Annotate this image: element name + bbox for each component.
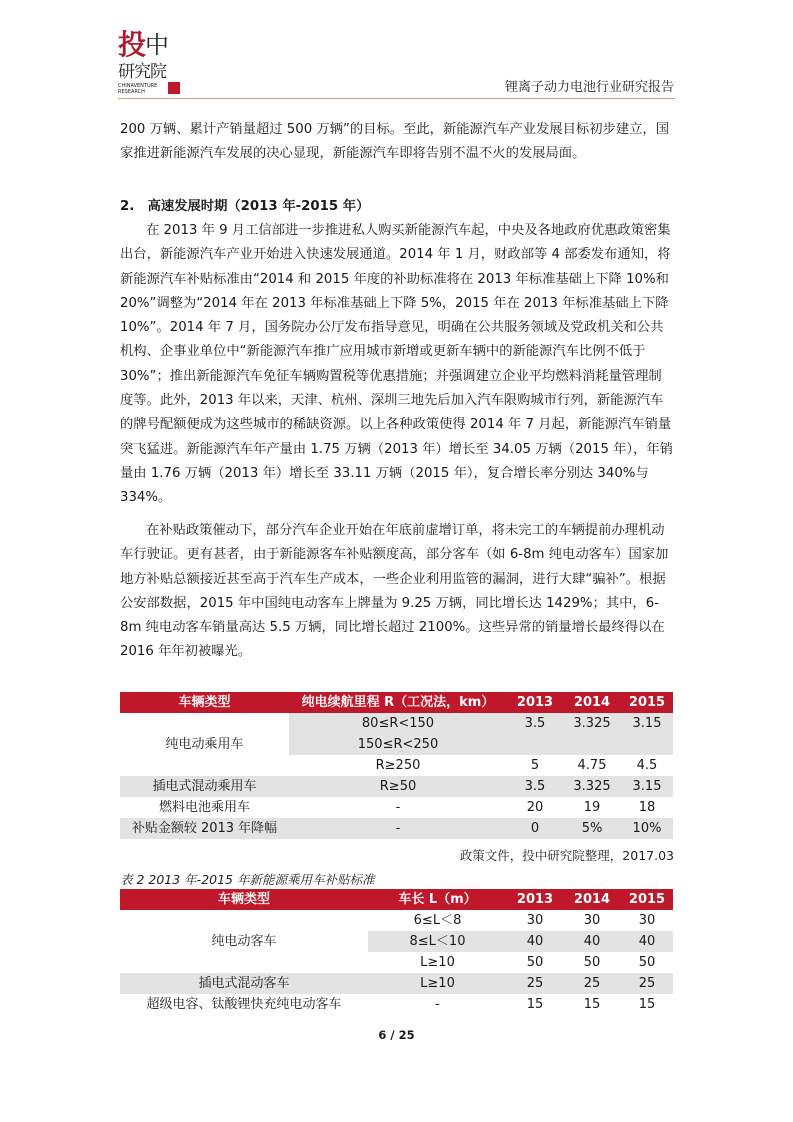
range-cell: 150≤R<250 xyxy=(289,734,507,755)
section-heading: 2. 高速发展时期（2013 年-2015 年） xyxy=(120,199,370,214)
range-cell: R≥50 xyxy=(379,779,417,794)
value-cell: 4.5 xyxy=(636,758,658,773)
header-2014: 2014 xyxy=(563,889,621,910)
value-cell xyxy=(621,734,673,755)
value-cell: 20 xyxy=(526,800,544,815)
value-cell: 25 xyxy=(583,976,601,991)
header-2013: 2013 xyxy=(507,692,563,713)
range-cell: 6≤L＜8 xyxy=(413,913,462,928)
value-cell: 19 xyxy=(583,800,601,815)
table-row xyxy=(120,713,673,734)
logo-red-square xyxy=(168,82,180,94)
value-cell: 25 xyxy=(638,976,656,991)
vehicle-type-cell: 超级电容、钛酸锂快充纯电动客车 xyxy=(146,997,342,1012)
header-vehicle-type: 车辆类型 xyxy=(120,889,368,910)
vehicle-type-cell: 插电式混动客车 xyxy=(198,976,290,991)
range-cell: - xyxy=(395,821,401,836)
report-title: 锂离子动力电池行业研究报告 xyxy=(504,80,674,95)
table-row xyxy=(120,994,673,1015)
value-cell: 50 xyxy=(526,955,544,970)
value-cell: 40 xyxy=(526,934,544,949)
section-paragraph-2: 在补贴政策催动下，部分汽车企业开始在年底前虚增订单，将未完工的车辆提前办理机动车行驶证。更有甚者，由于新能源客车补贴额度高，部分客车（如 6-8m 纯电动客车）国家加地方补贴总额接近甚至高于汽车生产成本，一些企业利用监管的漏洞，进行大肆“骗补”。根据公安部数据，2015 年中国纯电动客车上牌量为 9.25 万辆，同比增长达 1429%；其中，6-8m 纯电动客车销量高达 5.5 万辆，同比增长超过 2100%。这些异常的销量增长最终得以在 2016 年年初被曝光。 xyxy=(120,523,669,660)
value-cell: 18 xyxy=(638,800,656,815)
value-cell: 5 xyxy=(530,758,540,773)
header-2013: 2013 xyxy=(507,889,563,910)
value-cell: 3.5 xyxy=(524,779,546,794)
value-cell: 3.325 xyxy=(563,713,621,734)
logo-char-tou: 投 xyxy=(118,28,147,61)
table-row xyxy=(120,776,673,797)
table-source-note: 政策文件，投中研究院整理，2017.03 xyxy=(459,848,674,863)
chinaventure-research-logo xyxy=(118,30,180,96)
value-cell: 30 xyxy=(526,913,544,928)
value-cell: 30 xyxy=(583,913,601,928)
page-number: 6 / 25 xyxy=(378,1028,415,1042)
value-cell xyxy=(563,734,621,755)
range-cell: L≥10 xyxy=(420,955,455,970)
value-cell: 40 xyxy=(638,934,656,949)
value-cell: 3.325 xyxy=(573,779,611,794)
logo-char-zhong: 中 xyxy=(145,31,169,59)
table-row xyxy=(120,797,673,818)
header-2015: 2015 xyxy=(621,889,673,910)
vehicle-type-cell: 补贴金额较 2013 年降幅 xyxy=(131,821,278,836)
range-cell: 80≤R<150 xyxy=(289,713,507,734)
table-header-row xyxy=(120,692,673,713)
value-cell: 0 xyxy=(530,821,540,836)
subsidy-table-passenger xyxy=(120,692,673,839)
value-cell: 25 xyxy=(526,976,544,991)
value-cell: 40 xyxy=(583,934,601,949)
table-row xyxy=(120,818,673,839)
vehicle-type-cell: 纯电动乘用车 xyxy=(165,737,244,752)
header-2015: 2015 xyxy=(621,692,673,713)
value-cell: 3.15 xyxy=(632,779,662,794)
value-cell: 15 xyxy=(583,997,601,1012)
header-length: 车长 L（m） xyxy=(368,889,507,910)
table-caption: 表 2 2013 年-2015 年新能源乘用车补贴标准 xyxy=(120,872,375,887)
logo-research-institute: 研究院 xyxy=(118,62,166,82)
header-range: 纯电续航里程 R（工况法，km） xyxy=(289,692,507,713)
table-row xyxy=(120,910,673,931)
value-cell: 3.5 xyxy=(507,713,563,734)
vehicle-type-cell: 燃料电池乘用车 xyxy=(158,800,250,815)
range-cell: - xyxy=(435,997,440,1012)
value-cell: 50 xyxy=(583,955,601,970)
table-header-row xyxy=(120,889,673,910)
value-cell: 15 xyxy=(638,997,656,1012)
value-cell: 10% xyxy=(632,821,662,836)
value-cell: 30 xyxy=(638,913,656,928)
table-row xyxy=(120,973,673,994)
section-paragraph-1: 在 2013 年 9 月工信部进一步推进私人购买新能源汽车起，中央及各地政府优惠政策密集出台，新能源汽车产业开始进入快速发展通道。2014 年 1 月，财政部等 4 部委发布通知，将新能源汽车补贴标准由“2014 和 2015 年度的补助标准将在 2013 年标准基础上下降 10%和 20%”调整为“2014 年在 2013 年标准基础上下降 5%，2015 年在 2013 年标准基础上下降 10%”。2014 年 7 月，国务院办公厅发布指导意见，明确在公共服务领域及党政机关和公共机构、企事业单位中“新能源汽车推广应用城市新增或更新车辆中的新能源汽车比例不低于 30%”；推出新能源汽车免征车辆购置税等优惠措施；并强调建立企业平均燃料消耗量管理制度等。此外，2013 年以来，天津、杭州、深圳三地先后加入汽车限购城市行列，新能源汽车的牌号配额便成为这些城市的稀缺资源。以上各种政策使得 2014 年 7 月起，新能源汽车销量突飞猛进。新能源汽车年产量由 1.75 万辆（2013 年）增长至 34.05 万辆（2015 年），年销量由 1.76 万辆（2013 年）增长至 33.11 万辆（2015 年），复合增长率分别达 340%与 334%。 xyxy=(120,223,673,506)
value-cell: 4.75 xyxy=(577,758,607,773)
value-cell: 3.15 xyxy=(621,713,673,734)
value-cell xyxy=(507,734,563,755)
value-cell: 15 xyxy=(526,997,544,1012)
range-cell: 8≤L＜10 xyxy=(409,934,466,949)
intro-paragraph: 200 万辆、累计产销量超过 500 万辆”的目标。至此，新能源汽车产业发展目标初步建立，国家推进新能源汽车发展的决心显现，新能源汽车即将告别不温不火的发展局面。 xyxy=(120,122,670,162)
subsidy-table-bus xyxy=(120,889,673,1015)
vehicle-type-cell: 插电式混动乘用车 xyxy=(152,779,257,794)
header-2014: 2014 xyxy=(563,692,621,713)
range-cell: L≥10 xyxy=(420,976,455,991)
range-cell: R≥250 xyxy=(375,758,421,773)
value-cell: 50 xyxy=(638,955,656,970)
vehicle-type-cell: 纯电动客车 xyxy=(211,934,277,949)
header-divider xyxy=(118,98,675,99)
header-vehicle-type: 车辆类型 xyxy=(120,692,289,713)
range-cell: - xyxy=(395,800,401,815)
value-cell: 5% xyxy=(581,821,603,836)
logo-english-text: CHINAVENTURE RESEARCH xyxy=(118,83,158,95)
